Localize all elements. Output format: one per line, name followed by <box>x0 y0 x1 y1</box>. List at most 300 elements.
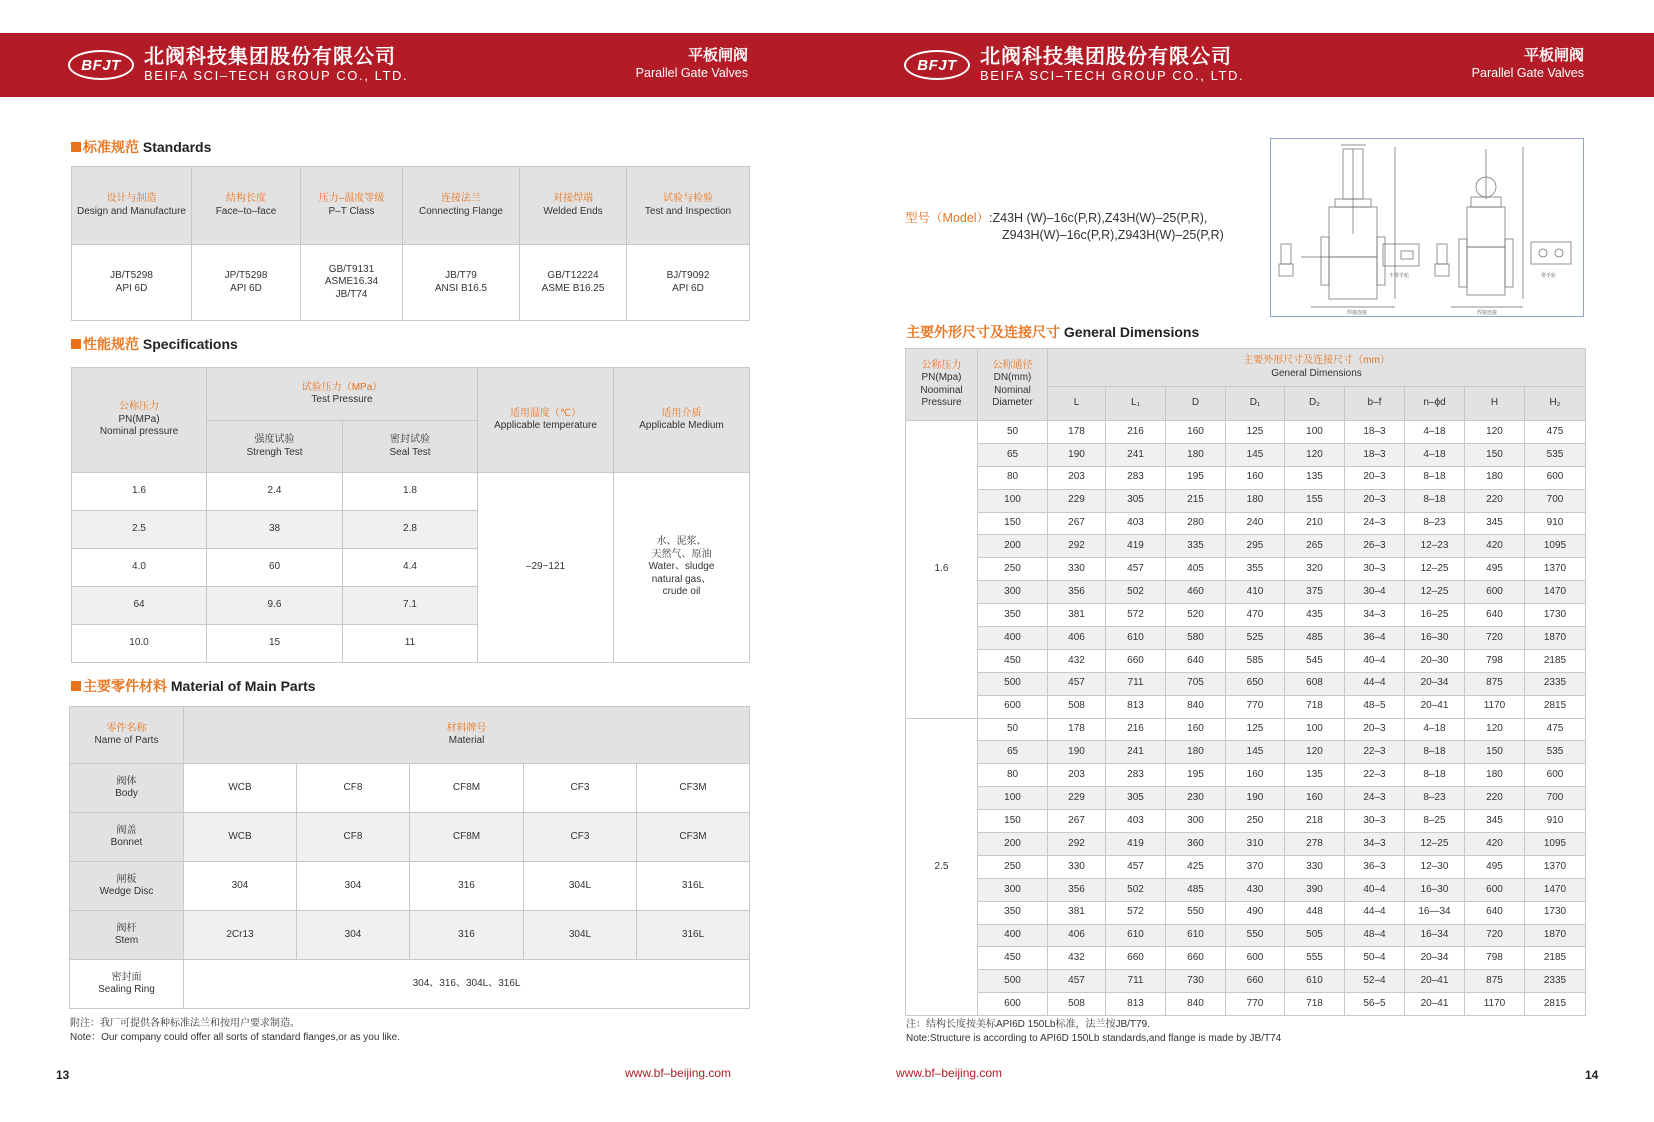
dim-value-cell: 457 <box>1106 855 1166 878</box>
dim-value-cell: 178 <box>1048 421 1106 444</box>
dim-value-cell: 1730 <box>1525 604 1586 627</box>
materials-row <box>70 764 750 813</box>
dim-value-cell: 2185 <box>1525 947 1586 970</box>
dim-dn-cell: 600 <box>978 993 1048 1016</box>
note-right <box>906 1018 1281 1046</box>
material-cell: 304 <box>297 911 410 960</box>
spec-cell: 7.1 <box>343 587 478 625</box>
dim-value-cell: 381 <box>1048 604 1106 627</box>
dimension-row <box>906 695 1586 718</box>
dim-value-cell: 44–4 <box>1345 672 1405 695</box>
dim-value-cell: 355 <box>1226 558 1285 581</box>
materials-row <box>70 911 750 960</box>
dim-value-cell: 770 <box>1226 993 1285 1016</box>
spec-cell: 2.8 <box>343 511 478 549</box>
dim-col-header: n–ϕd <box>1405 387 1465 421</box>
specifications-title-en: Specifications <box>142 336 238 352</box>
dim-value-cell: 267 <box>1048 810 1106 833</box>
dim-dn-cell: 400 <box>978 627 1048 650</box>
dimension-row <box>906 672 1586 695</box>
dim-value-cell: 12–25 <box>1405 558 1465 581</box>
dim-value-cell: 2815 <box>1525 993 1586 1016</box>
dim-value-cell: 195 <box>1166 466 1226 489</box>
dimensions-body <box>906 421 1586 1016</box>
company-name-cn: 北阀科技集团股份有限公司 <box>144 46 396 68</box>
material-cell: CF8M <box>410 813 524 862</box>
dim-value-cell: 295 <box>1226 535 1285 558</box>
material-cell: 316 <box>410 862 524 911</box>
product-name-cn: 平板闸阀 <box>687 47 748 64</box>
materials-title-en: Material of Main Parts <box>170 678 316 694</box>
dim-value-cell: 505 <box>1285 924 1345 947</box>
drawing-caption-left: 不带手轮 <box>1389 273 1410 279</box>
dim-value-cell: 160 <box>1166 718 1226 741</box>
dim-value-cell: 718 <box>1285 993 1345 1016</box>
dim-value-cell: 36–3 <box>1345 855 1405 878</box>
dim-value-cell: 813 <box>1106 993 1166 1016</box>
dim-value-cell: 100 <box>1285 421 1345 444</box>
dim-value-cell: 18–3 <box>1345 443 1405 466</box>
spec-row <box>72 473 750 511</box>
dim-col-header: b–f <box>1345 387 1405 421</box>
dim-value-cell: 145 <box>1226 741 1285 764</box>
dim-dn-cell: 350 <box>978 604 1048 627</box>
dim-value-cell: 283 <box>1106 466 1166 489</box>
dimension-row <box>906 810 1586 833</box>
dim-value-cell: 490 <box>1226 901 1285 924</box>
dim-value-cell: 240 <box>1226 512 1285 535</box>
note-right-cn: 注：结构长度按美标API6D 150Lb标准，法兰按JB/T79. <box>906 1019 1150 1030</box>
website-link-left[interactable]: www.bf–beijing.com <box>625 1066 732 1080</box>
dim-value-cell: 16—34 <box>1405 901 1465 924</box>
dim-value-cell: 34–3 <box>1345 833 1405 856</box>
dim-value-cell: 20–34 <box>1405 947 1465 970</box>
page-number-right: 14 <box>1585 1068 1599 1082</box>
dimensions-title-cn: 主要外形尺寸及连接尺寸 <box>906 324 1060 340</box>
dim-value-cell: 8–18 <box>1405 466 1465 489</box>
dim-value-cell: 711 <box>1106 672 1166 695</box>
dim-value-cell: 425 <box>1166 855 1226 878</box>
dim-value-cell: 190 <box>1048 443 1106 466</box>
dim-value-cell: 30–3 <box>1345 810 1405 833</box>
standards-title-en: Standards <box>142 139 212 155</box>
dim-value-cell: 36–4 <box>1345 627 1405 650</box>
dim-value-cell: 525 <box>1226 627 1285 650</box>
dim-value-cell: 218 <box>1285 810 1345 833</box>
dim-value-cell: 608 <box>1285 672 1345 695</box>
dim-value-cell: 375 <box>1285 581 1345 604</box>
dimensions-title <box>906 322 1199 342</box>
dim-value-cell: 220 <box>1465 787 1525 810</box>
company-name-cn: 北阀科技集团股份有限公司 <box>980 46 1232 68</box>
dim-dn-cell: 150 <box>978 810 1048 833</box>
dim-value-cell: 178 <box>1048 718 1106 741</box>
dim-value-cell: 125 <box>1226 718 1285 741</box>
dimension-row <box>906 833 1586 856</box>
standards-header-cell: 连接法兰 Connecting Flange <box>403 167 520 245</box>
dim-value-cell: 16–30 <box>1405 627 1465 650</box>
dim-value-cell: 8–23 <box>1405 787 1465 810</box>
dim-value-cell: 1370 <box>1525 558 1586 581</box>
dim-value-cell: 1095 <box>1525 535 1586 558</box>
dim-dn-cell: 250 <box>978 855 1048 878</box>
dim-value-cell: 660 <box>1106 947 1166 970</box>
spec-cell: 1.6 <box>72 473 207 511</box>
dim-value-cell: 40–4 <box>1345 878 1405 901</box>
dim-value-cell: 2815 <box>1525 695 1586 718</box>
dimension-row <box>906 993 1586 1016</box>
dim-value-cell: 470 <box>1226 604 1285 627</box>
dim-col-header: H₂ <box>1525 387 1586 421</box>
dim-value-cell: 640 <box>1465 604 1525 627</box>
dim-value-cell: 448 <box>1285 901 1345 924</box>
material-cell: CF8M <box>410 764 524 813</box>
brand-right <box>904 33 1244 97</box>
dim-value-cell: 155 <box>1285 489 1345 512</box>
dim-value-cell: 241 <box>1106 443 1166 466</box>
dim-value-cell: 432 <box>1048 649 1106 672</box>
dim-dn-cell: 200 <box>978 833 1048 856</box>
standards-header-cell: 设计与制造 Design and Manufacture <box>72 167 192 245</box>
bullet-square-icon <box>71 142 81 152</box>
dim-value-cell: 432 <box>1048 947 1106 970</box>
dimension-row <box>906 489 1586 512</box>
dim-value-cell: 1870 <box>1525 627 1586 650</box>
dim-col-header: L₁ <box>1106 387 1166 421</box>
bullet-square-icon <box>71 339 81 349</box>
dim-value-cell: 610 <box>1285 970 1345 993</box>
dim-value-cell: 550 <box>1166 901 1226 924</box>
dim-dn-cell: 65 <box>978 741 1048 764</box>
dim-value-cell: 20–34 <box>1405 672 1465 695</box>
dim-value-cell: 640 <box>1465 901 1525 924</box>
part-name-cell: 阀盖 Bonnet <box>70 813 184 862</box>
dim-value-cell: 150 <box>1465 741 1525 764</box>
dim-value-cell: 241 <box>1106 741 1166 764</box>
dim-value-cell: 8–23 <box>1405 512 1465 535</box>
dim-main-header: 主要外形尺寸及连接尺寸（mm） General Dimensions <box>1048 349 1586 387</box>
spec-cell: 2.4 <box>207 473 343 511</box>
dim-dn-cell: 50 <box>978 421 1048 444</box>
material-cell: CF8 <box>297 813 410 862</box>
material-cell: WCB <box>184 813 297 862</box>
dim-value-cell: 283 <box>1106 764 1166 787</box>
dim-value-cell: 125 <box>1226 421 1285 444</box>
dim-value-cell: 718 <box>1285 695 1345 718</box>
dim-value-cell: 292 <box>1048 535 1106 558</box>
dim-value-cell: 430 <box>1226 878 1285 901</box>
dim-value-cell: 120 <box>1465 718 1525 741</box>
dim-col-header: H <box>1465 387 1525 421</box>
standards-header-cell: 压力–温度等级 P–T Class <box>301 167 403 245</box>
dim-value-cell: 572 <box>1106 604 1166 627</box>
dim-value-cell: 360 <box>1166 833 1226 856</box>
company-name-en: BEIFA SCI–TECH GROUP CO., LTD. <box>980 68 1245 83</box>
dim-value-cell: 22–3 <box>1345 741 1405 764</box>
part-name-cell: 阀体 Body <box>70 764 184 813</box>
dim-value-cell: 640 <box>1166 649 1226 672</box>
spec-seal-header: 密封试验 Seal Test <box>343 421 478 473</box>
standards-title <box>71 137 211 157</box>
dim-value-cell: 12–25 <box>1405 581 1465 604</box>
dim-value-cell: 700 <box>1525 489 1586 512</box>
dim-value-cell: 550 <box>1226 924 1285 947</box>
dimension-row <box>906 512 1586 535</box>
dimension-row <box>906 855 1586 878</box>
dim-col-header: D <box>1166 387 1226 421</box>
dim-value-cell: 26–3 <box>1345 535 1405 558</box>
dim-value-cell: 40–4 <box>1345 649 1405 672</box>
dim-col-header: D₂ <box>1285 387 1345 421</box>
company-name-en: BEIFA SCI–TECH GROUP CO., LTD. <box>144 68 409 83</box>
materials-title-cn: 主要零件材料 <box>83 678 167 694</box>
dim-value-cell: 720 <box>1465 627 1525 650</box>
dim-value-cell: 406 <box>1048 627 1106 650</box>
dim-value-cell: 278 <box>1285 833 1345 856</box>
note-left-cn: 附注：我厂可提供各种标准法兰和按用户要求制造。 <box>70 1018 300 1029</box>
dim-value-cell: 403 <box>1106 512 1166 535</box>
model-line-2: Z943H(W)–16c(P,R),Z943H(W)–25(P,R) <box>1002 228 1224 242</box>
materials-table <box>69 706 750 1009</box>
dim-value-cell: 48–5 <box>1345 695 1405 718</box>
model-line-1: :Z43H (W)–16c(P,R),Z43H(W)–25(P,R), <box>989 211 1208 225</box>
specifications-table <box>71 367 750 663</box>
dim-value-cell: 180 <box>1166 443 1226 466</box>
dim-value-cell: 610 <box>1106 627 1166 650</box>
dim-value-cell: 56–5 <box>1345 993 1405 1016</box>
dim-value-cell: 216 <box>1106 421 1166 444</box>
specifications-title <box>71 334 238 354</box>
note-left-en: Note：Our company could offer all sorts of standard flanges,or as you like. <box>70 1032 400 1043</box>
dimension-row <box>906 627 1586 650</box>
dim-value-cell: 1870 <box>1525 924 1586 947</box>
spec-cell: 60 <box>207 549 343 587</box>
standards-value-cell: JB/T79 ANSI B16.5 <box>403 245 520 321</box>
dim-value-cell: 406 <box>1048 924 1106 947</box>
dim-dn-cell: 80 <box>978 764 1048 787</box>
dim-value-cell: 840 <box>1166 695 1226 718</box>
dimension-row <box>906 947 1586 970</box>
valve-drawing-icon <box>1271 139 1583 316</box>
dim-col-header: D₁ <box>1226 387 1285 421</box>
dim-value-cell: 770 <box>1226 695 1285 718</box>
standards-value-row <box>72 245 750 321</box>
dim-pn-header: 公称压力 PN(Mpa) Noominal Pressure <box>906 349 978 421</box>
dim-value-cell: 30–3 <box>1345 558 1405 581</box>
note-right-en: Note:Structure is according to API6D 150Lb standards,and flange is made by JB/T74 <box>906 1033 1282 1044</box>
dim-value-cell: 100 <box>1285 718 1345 741</box>
dimension-row <box>906 741 1586 764</box>
dim-dn-cell: 600 <box>978 695 1048 718</box>
dimension-row <box>906 421 1586 444</box>
material-cell: 316L <box>637 862 750 911</box>
dim-value-cell: 1370 <box>1525 855 1586 878</box>
dim-value-cell: 8–25 <box>1405 810 1465 833</box>
dimension-row <box>906 443 1586 466</box>
dim-value-cell: 20–3 <box>1345 718 1405 741</box>
dimension-row <box>906 604 1586 627</box>
dim-col-header: L <box>1048 387 1106 421</box>
dim-value-cell: 660 <box>1166 947 1226 970</box>
dim-value-cell: 20–41 <box>1405 970 1465 993</box>
dim-value-cell: 705 <box>1166 672 1226 695</box>
dimension-row <box>906 581 1586 604</box>
spec-cell: 11 <box>343 625 478 663</box>
dim-value-cell: 2335 <box>1525 672 1586 695</box>
dim-value-cell: 813 <box>1106 695 1166 718</box>
brand-left <box>68 33 408 97</box>
dim-value-cell: 495 <box>1465 855 1525 878</box>
dim-value-cell: 381 <box>1048 901 1106 924</box>
dimension-row <box>906 970 1586 993</box>
dim-value-cell: 580 <box>1166 627 1226 650</box>
spec-test-pressure-header: 试验压力（MPa） Test Pressure <box>207 368 478 421</box>
dim-dn-cell: 350 <box>978 901 1048 924</box>
dim-value-cell: 457 <box>1106 558 1166 581</box>
dim-value-cell: 1170 <box>1465 993 1525 1016</box>
dim-value-cell: 16–30 <box>1405 878 1465 901</box>
dim-value-cell: 457 <box>1048 672 1106 695</box>
dim-value-cell: 495 <box>1465 558 1525 581</box>
dim-value-cell: 160 <box>1226 764 1285 787</box>
page-number-left: 13 <box>56 1068 70 1082</box>
dim-value-cell: 475 <box>1525 718 1586 741</box>
dim-value-cell: 711 <box>1106 970 1166 993</box>
dim-value-cell: 419 <box>1106 833 1166 856</box>
dim-value-cell: 485 <box>1285 627 1345 650</box>
dim-dn-cell: 50 <box>978 718 1048 741</box>
spec-header-row <box>72 368 750 421</box>
standards-value-cell: BJ/T9092 API 6D <box>627 245 750 321</box>
spec-cell: 64 <box>72 587 207 625</box>
dim-value-cell: 30–4 <box>1345 581 1405 604</box>
standards-table <box>71 166 750 321</box>
dim-value-cell: 50–4 <box>1345 947 1405 970</box>
materials-seal-row <box>70 960 750 1009</box>
dim-value-cell: 875 <box>1465 970 1525 993</box>
dim-value-cell: 160 <box>1226 466 1285 489</box>
dim-value-cell: 220 <box>1465 489 1525 512</box>
spec-cell: 9.6 <box>207 587 343 625</box>
material-cell: CF3M <box>637 813 750 862</box>
dim-value-cell: 18–3 <box>1345 421 1405 444</box>
standards-header-cell: 试验与检验 Test and Inspection <box>627 167 750 245</box>
part-name-cell: 密封面 Sealing Ring <box>70 960 184 1009</box>
dim-value-cell: 180 <box>1226 489 1285 512</box>
dim-value-cell: 160 <box>1166 421 1226 444</box>
dim-value-cell: 1470 <box>1525 581 1586 604</box>
dim-value-cell: 8–18 <box>1405 764 1465 787</box>
dim-value-cell: 345 <box>1465 512 1525 535</box>
dimension-row <box>906 466 1586 489</box>
dim-dn-cell: 100 <box>978 489 1048 512</box>
dim-value-cell: 405 <box>1166 558 1226 581</box>
dim-value-cell: 120 <box>1285 443 1345 466</box>
materials-header-row <box>70 707 750 764</box>
dim-value-cell: 120 <box>1465 421 1525 444</box>
dim-dn-cell: 450 <box>978 947 1048 970</box>
dimension-row <box>906 924 1586 947</box>
dim-value-cell: 250 <box>1226 810 1285 833</box>
dim-value-cell: 190 <box>1226 787 1285 810</box>
dim-value-cell: 20–41 <box>1405 695 1465 718</box>
dim-dn-cell: 450 <box>978 649 1048 672</box>
dim-value-cell: 48–4 <box>1345 924 1405 947</box>
dim-dn-cell: 500 <box>978 672 1048 695</box>
dim-value-cell: 20–41 <box>1405 993 1465 1016</box>
dim-value-cell: 345 <box>1465 810 1525 833</box>
dim-pn-cell: 2.5 <box>906 718 978 1016</box>
spec-cell: 4.0 <box>72 549 207 587</box>
dim-value-cell: 502 <box>1106 581 1166 604</box>
dim-dn-cell: 200 <box>978 535 1048 558</box>
dim-value-cell: 135 <box>1285 466 1345 489</box>
dim-value-cell: 910 <box>1525 512 1586 535</box>
standards-header-cell: 结构长度 Face–to–face <box>192 167 301 245</box>
dim-value-cell: 190 <box>1048 741 1106 764</box>
materials-title <box>71 676 316 696</box>
dim-value-cell: 403 <box>1106 810 1166 833</box>
specifications-title-cn: 性能规范 <box>83 336 139 352</box>
dim-dn-cell: 300 <box>978 878 1048 901</box>
bullet-square-icon <box>71 681 81 691</box>
dim-value-cell: 180 <box>1465 764 1525 787</box>
dim-value-cell: 210 <box>1285 512 1345 535</box>
dim-dn-header: 公称通径 DN(mm) Nominal Diameter <box>978 349 1048 421</box>
dim-value-cell: 229 <box>1048 489 1106 512</box>
dim-value-cell: 610 <box>1106 924 1166 947</box>
dim-value-cell: 52–4 <box>1345 970 1405 993</box>
dim-value-cell: 545 <box>1285 649 1345 672</box>
material-cell: CF3M <box>637 764 750 813</box>
material-cell: 304L <box>524 911 637 960</box>
dim-value-cell: 600 <box>1465 878 1525 901</box>
dim-value-cell: 2335 <box>1525 970 1586 993</box>
material-cell: CF8 <box>297 764 410 813</box>
dim-value-cell: 330 <box>1285 855 1345 878</box>
dim-value-cell: 600 <box>1525 466 1586 489</box>
materials-parts-header: 零件名称 Name of Parts <box>70 707 184 764</box>
dim-value-cell: 390 <box>1285 878 1345 901</box>
dim-value-cell: 310 <box>1226 833 1285 856</box>
product-name-en: Parallel Gate Valves <box>635 66 748 80</box>
dim-value-cell: 1095 <box>1525 833 1586 856</box>
website-link-right[interactable]: www.bf–beijing.com <box>896 1066 1003 1080</box>
dim-value-cell: 600 <box>1465 581 1525 604</box>
product-title-left <box>636 47 748 81</box>
dim-value-cell: 457 <box>1048 970 1106 993</box>
dim-value-cell: 230 <box>1166 787 1226 810</box>
dim-value-cell: 20–3 <box>1345 489 1405 512</box>
drawing-base-right: 焊接连接 <box>1477 310 1498 316</box>
dim-dn-cell: 80 <box>978 466 1048 489</box>
materials-row <box>70 862 750 911</box>
dim-value-cell: 535 <box>1525 741 1586 764</box>
dimensions-header-row <box>906 349 1586 387</box>
dim-value-cell: 460 <box>1166 581 1226 604</box>
dim-value-cell: 700 <box>1525 787 1586 810</box>
dim-value-cell: 22–3 <box>1345 764 1405 787</box>
dim-value-cell: 195 <box>1166 764 1226 787</box>
spec-temperature-header: 适用温度（℃） Applicable temperature <box>478 368 614 473</box>
dim-value-cell: 135 <box>1285 764 1345 787</box>
dim-dn-cell: 400 <box>978 924 1048 947</box>
dim-value-cell: 1730 <box>1525 901 1586 924</box>
dim-value-cell: 330 <box>1048 855 1106 878</box>
standards-value-cell: GB/T9131 ASME16.34 JB/T74 <box>301 245 403 321</box>
standards-header-cell: 对接焊端 Welded Ends <box>520 167 627 245</box>
note-left <box>70 1017 400 1045</box>
